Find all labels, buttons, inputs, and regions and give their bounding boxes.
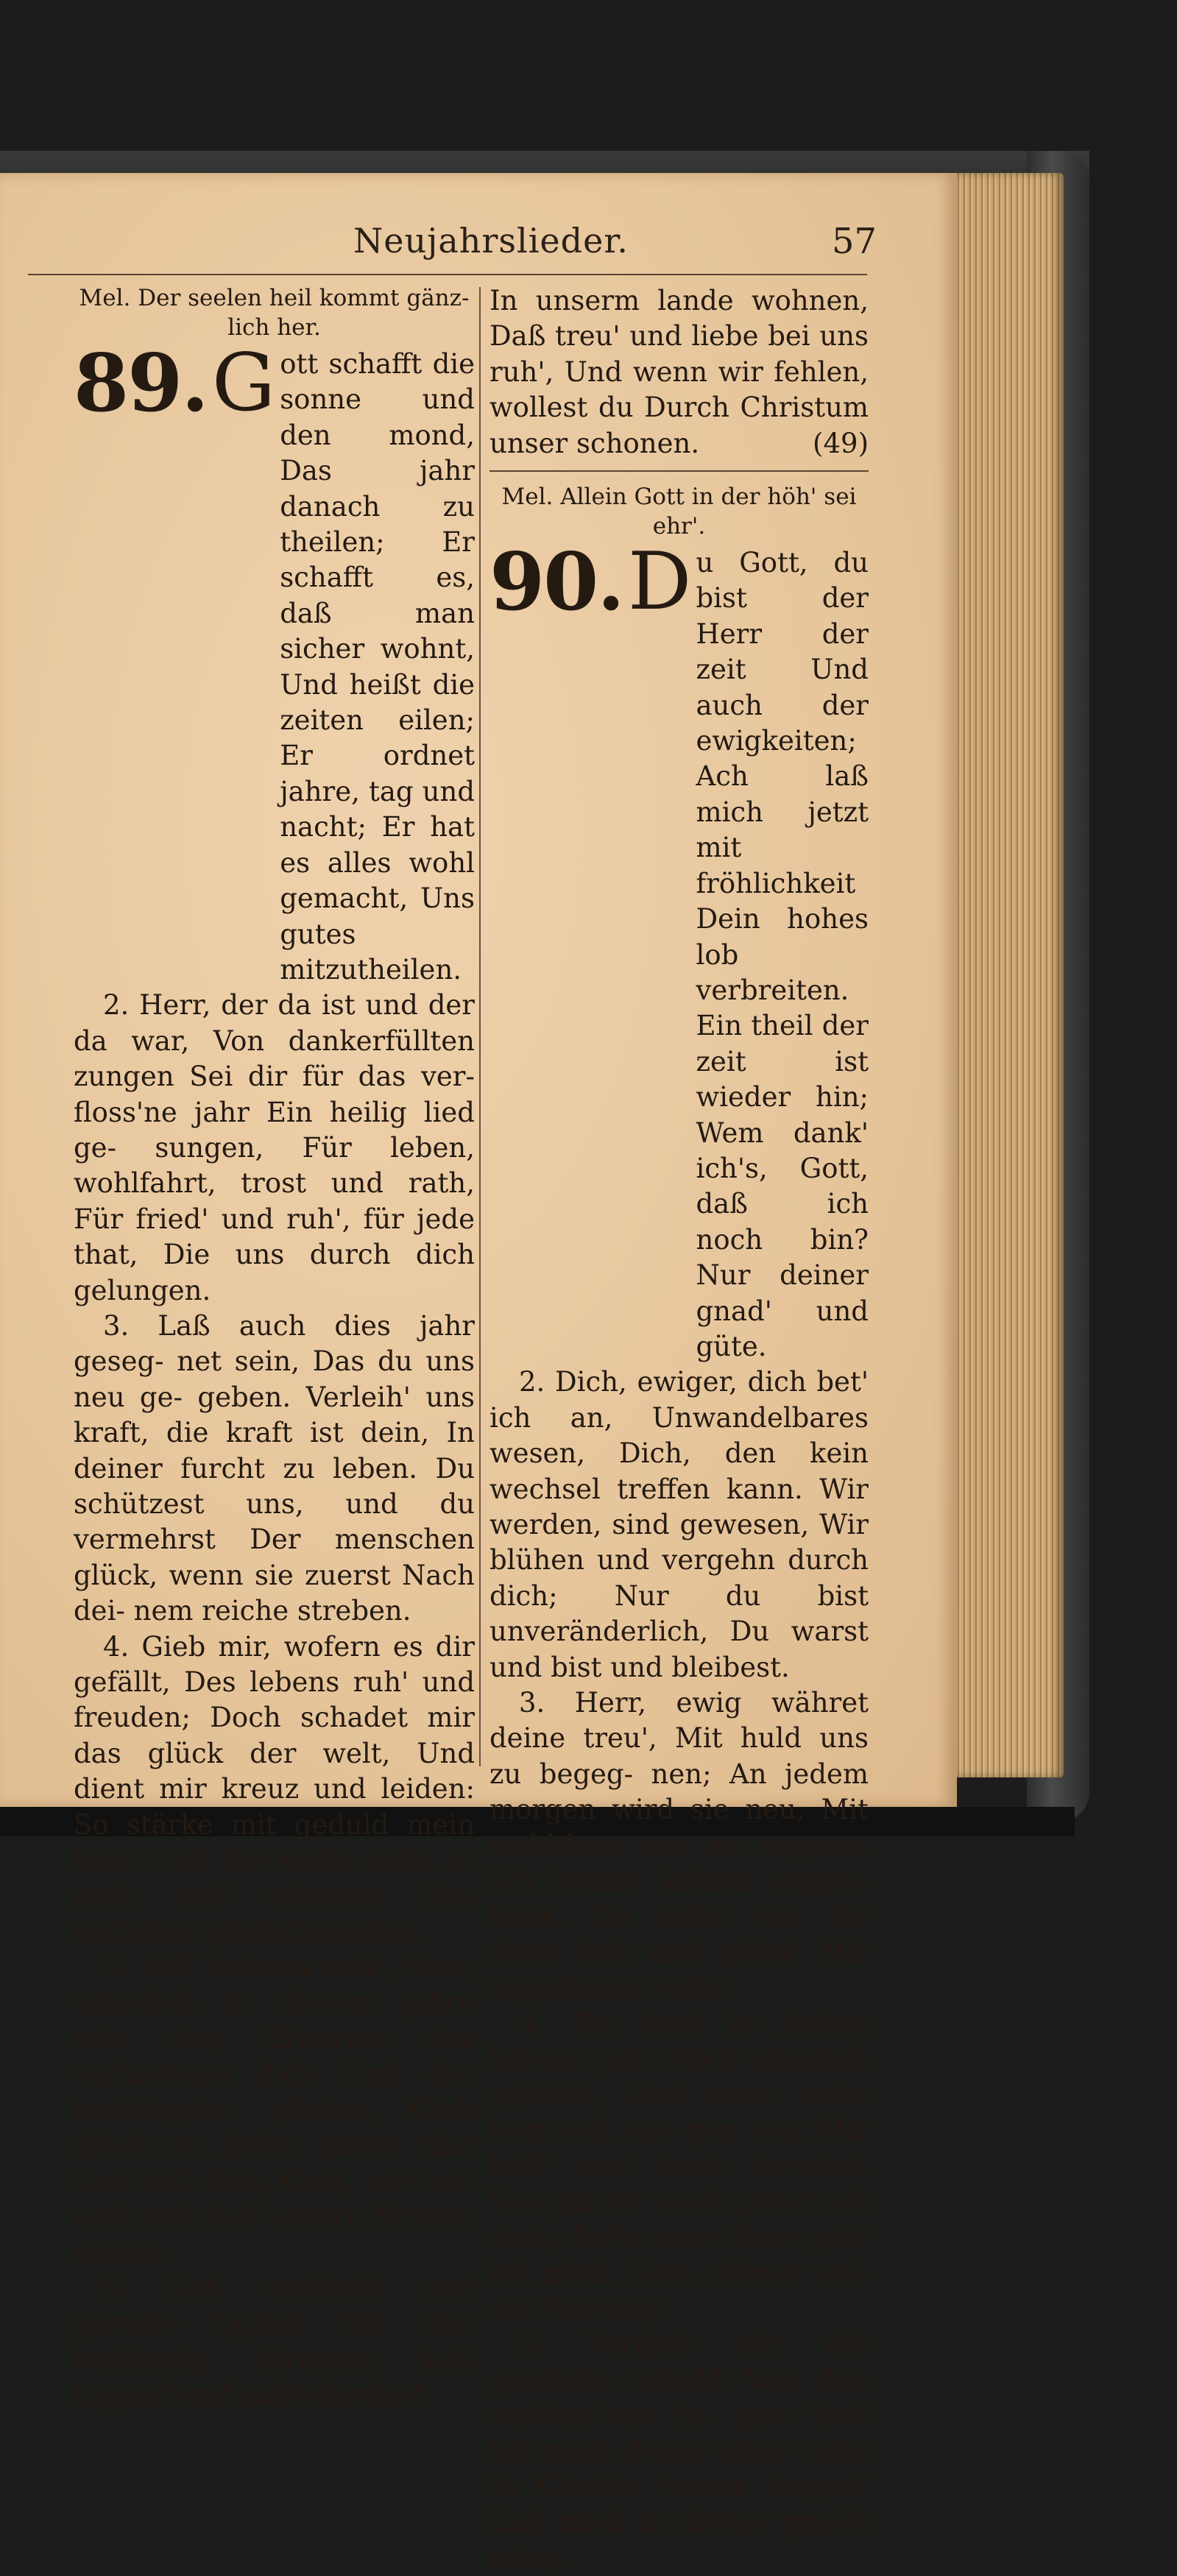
verse-text: 4. Du hast in jedem lebens- jahr Mich väterlich geleitet, Und wenn mein herz voll sor- gen war, Mir hülf' und trost bereitet. Von ganzer seele preis' ich dich; Auf's neue über- geb' ich mich, Gott, deiner wei- sen führung! (489, 2007, 869, 2324)
left-column (74, 283, 475, 2413)
verse-text: 6. Laß weisheit und gerech- tigkeit Bei ihm beständig thronen; Laß tugend und zufriedenheit (74, 2271, 475, 2411)
verse-continuation: In unserm lande wohnen, Daß treu' und liebe bei uns ruh', Und wenn wir fehlen, wollest du Durch Christum unser schonen. (489, 285, 869, 459)
verse-text: 3. Herr, ewig währet deine treu', Mit huld uns zu begeg- nen; An jedem morgen wird sie neu, Mit wohlthun uns zu segnen. Ich kenne keinen augen- blick, Da nicht von ihr stets heil und glück Mir zugeflossen wäre. (489, 1687, 869, 2004)
right-column (489, 283, 869, 2576)
verse-text: 2. Herr, der da ist und der da war, Von dankerfüllten zungen Sei dir für das ver- floss'ne jahr Ein heilig lied ge- sungen, Für leben, wohlfahrt, trost und rath, Für fried' und ruh', für jede that, Die uns durch dich gelungen. (74, 989, 475, 1306)
drop-initial: D (627, 536, 692, 629)
column-divider (479, 287, 481, 1766)
hymn-number: 89. (74, 337, 208, 430)
header-rule (28, 274, 867, 275)
page-number: 57 (832, 221, 877, 262)
running-header: Neujahrslieder. (353, 221, 629, 261)
verse-text: 5. Hilf deinem volk, Herr, väterlich In diesem jahre wie- der, Erbarme der verlass'nen dich Und der bedrängten glieder, Gieb glück zu jeder guten that Und laß dich, Gott, mit heil und rath Auf unsern fürsten nieder. (74, 1951, 475, 2268)
hymn-reference: (49) (813, 427, 869, 459)
melody-note: Mel. Der seelen heil kommt gänz- lich her. (79, 285, 470, 341)
hymn-90-head (489, 536, 869, 1365)
verse-text: 5. Vergieb mir die gehäufte schuld Von den verfloss'nen ta- gen Und laß mich deine vater- huld In Christo ferner tragen! Laß mich in deiner gnade ruhn, (489, 2328, 869, 2574)
verse-text: 4. Gieb mir, wofern es dir gefällt, Des lebens ruh' und freuden; Doch schadet mir das glück der welt, Und dient mir kreuz und leiden: So stärke mit geduld mein herz Und laß mich nicht in noth und schmerz Des nächsten glück beneiden. (74, 1630, 475, 1947)
section-rule (489, 470, 869, 472)
hymn-89-head (74, 337, 475, 988)
verse-text: u Gott, du bist der Herr der zeit Und auch der ewigkeiten; Ach laß mich jetzt mit fröhlichkeit Dein hohes lob verbreiten. Ein theil der zeit ist wieder hin; Wem dank' ich's, Gott, daß ich noch bin? Nur deiner gnad' und güte. (696, 547, 869, 1362)
verse-text: 3. Laß auch dies jahr geseg- net sein, Das du uns neu ge- geben. Verleih' uns kraft, die kraft ist dein, In deiner furcht zu leben. Du schützest uns, und du vermehrst Der menschen glück, wenn sie zuerst Nach dei- nem reiche streben. (74, 1309, 475, 1627)
verse-text (489, 283, 869, 461)
melody-note: Mel. Allein Gott in der höh' sei ehr'. (501, 484, 857, 540)
verse-text: ott schafft die sonne und den mond, Das jahr danach zu theilen; Er schafft es, daß man sicher wohnt, Und heißt die zeiten eilen; Er ordnet jahre, tag und nacht; Er hat es alles wohl gemacht, Uns gutes mitzutheilen. (280, 348, 475, 986)
verse-text: 2. Dich, ewiger, dich bet' ich an, Unwandelbares wesen, Dich, den kein wechsel treffen kann. Wir werden, sind gewesen, Wir blühen und vergehn durch dich; Nur du bist unveränderlich, Du warst und bist und bleibest. (489, 1366, 869, 1683)
page-edges (950, 173, 1064, 1777)
drop-initial: G (211, 337, 276, 429)
hymn-number: 90. (489, 536, 623, 629)
